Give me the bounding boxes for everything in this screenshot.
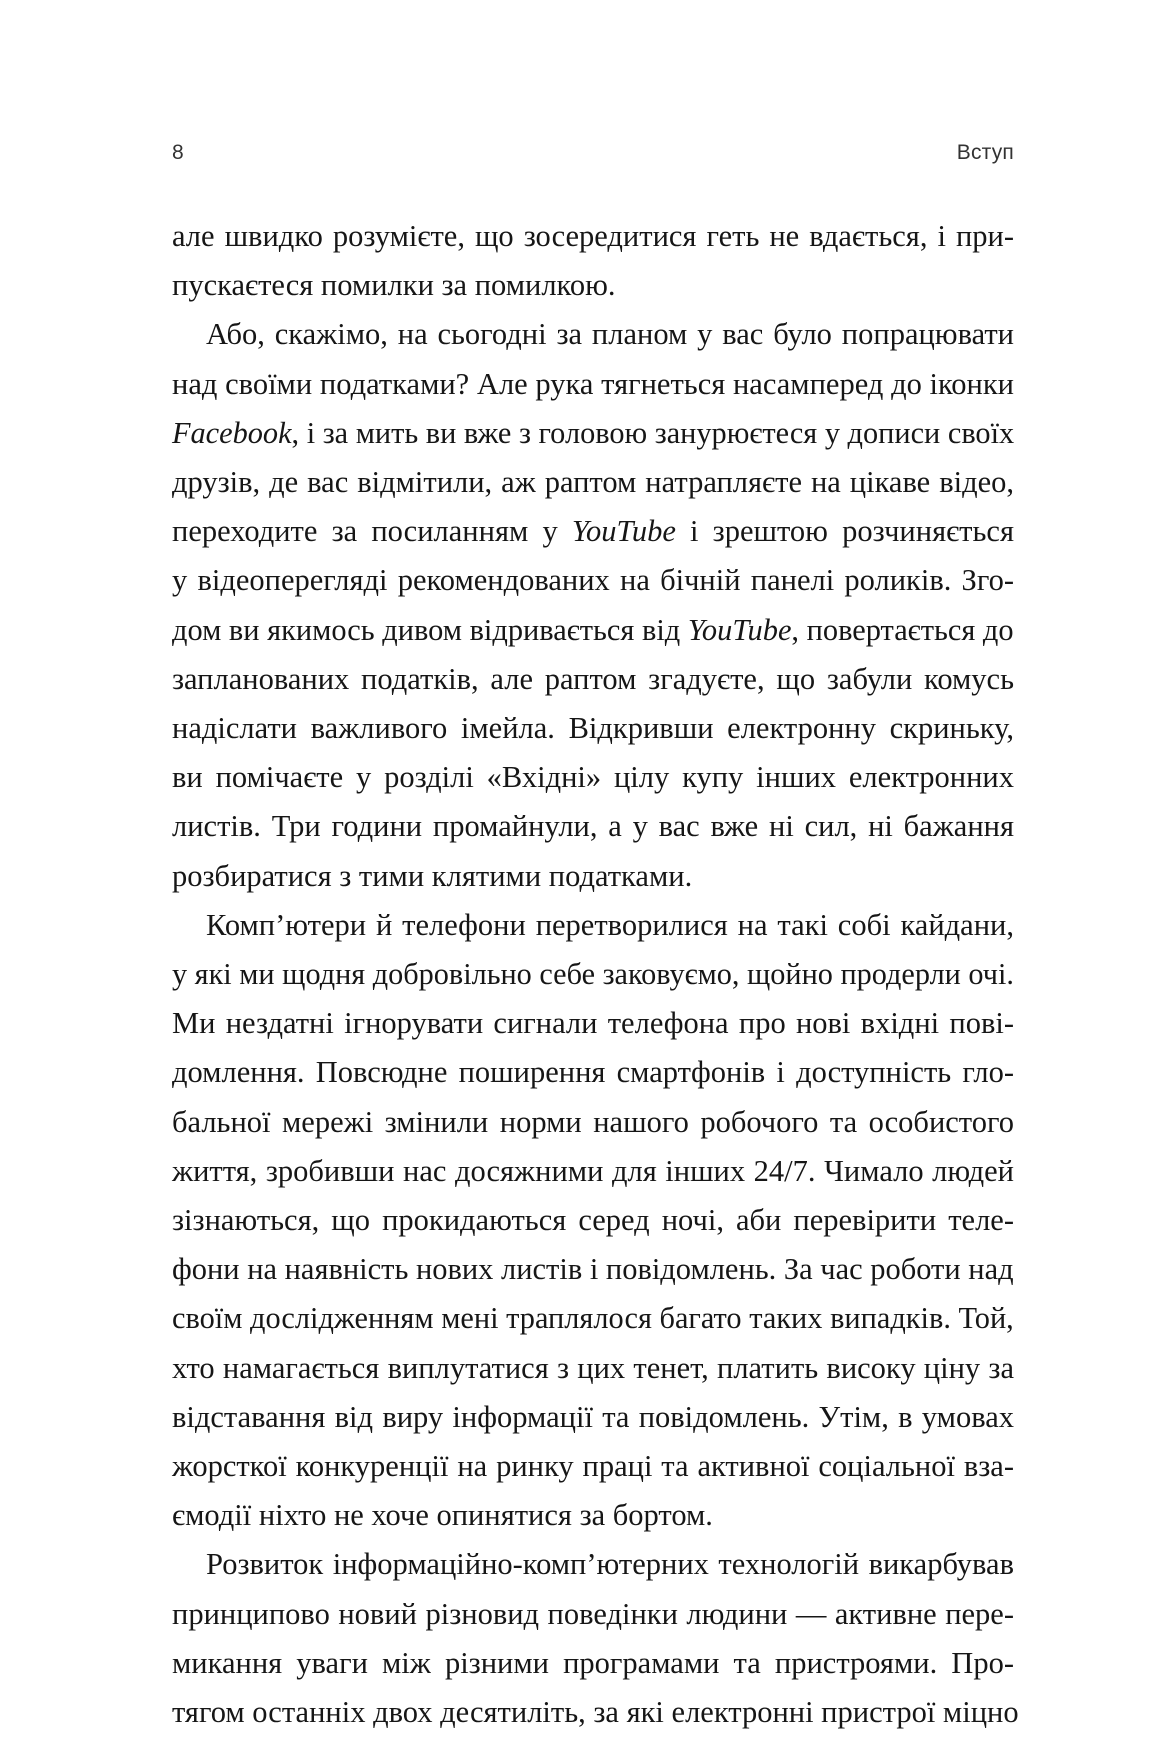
text-line: своїм дослідженням мені траплялося багато таких випадків. Той,	[172, 1301, 1014, 1336]
text-line: принципово новий різновид поведінки людини — активне пере-	[172, 1596, 1014, 1631]
text-line	[172, 901, 1014, 950]
text-line-content: дом ви якимось дивом відривається від	[172, 612, 688, 647]
italic-term-youtube: YouTube	[687, 612, 792, 647]
text-line: тягом останніх двох десятиліть, за які електронні пристрої міцно	[172, 1695, 1019, 1730]
running-header	[172, 140, 1014, 170]
text-line: микання уваги між різними програмами та пристроями. Про-	[172, 1645, 1014, 1680]
italic-term-youtube: YouTube	[571, 514, 676, 549]
text-line: зізнаються, що прокидаються серед ночі, аби перевірити теле-	[172, 1203, 1014, 1238]
italic-term-facebook: Facebook	[172, 415, 292, 450]
text-line: Ми нездатні ігнорувати сигнали телефона про нові вхідні пові-	[172, 1006, 1014, 1041]
text-line: листів. Три години промайнули, а у вас вже ні сил, ні бажання	[172, 809, 1014, 844]
text-line-youtube-1	[172, 507, 1014, 556]
text-line: життя, зробивши нас досяжними для інших 24/7. Чимало людей	[172, 1153, 1014, 1188]
text-line: відставання від виру інформації та повідомлень. Утім, в умовах	[172, 1399, 1014, 1434]
paragraph-2	[172, 310, 1014, 900]
text-line: надіслати важливого імейла. Відкривши електронну скриньку,	[172, 711, 1014, 746]
text-line: пускаєтеся помилки за помилкою.	[172, 268, 616, 303]
text-line-content: , повертається до	[791, 612, 1014, 647]
text-line: ємодії ніхто не хоче опинятися за бортом.	[172, 1498, 713, 1533]
paragraph-3	[172, 901, 1014, 1541]
text-line: домлення. Повсюдне поширення смартфонів і доступність гло-	[172, 1055, 1014, 1090]
text-line: ви помічаєте у розділі «Вхідні» цілу купу інших електронних	[172, 760, 1014, 795]
paragraph-4	[172, 1540, 1019, 1737]
text-line: бальної мережі змінили норми нашого робочого та особистого	[172, 1104, 1014, 1139]
text-line-content: і зрештою розчиняється	[675, 514, 1014, 549]
running-title: Вступ	[956, 141, 1014, 164]
paragraph-1	[172, 212, 1014, 310]
text-line: фони на наявність нових листів і повідомлень. За час роботи над	[172, 1252, 1014, 1287]
text-line	[172, 310, 1014, 359]
text-line-content: переходите за посиланням у	[172, 514, 572, 549]
page-number: 8	[172, 141, 184, 164]
text-line-content: Розвиток інформаційно-комп’ютерних технологій викарбував	[206, 1547, 1014, 1582]
text-line-content: Або, скажімо, на сьогодні за планом у вас було попрацювати	[206, 317, 1014, 352]
text-line-facebook	[172, 409, 1014, 458]
text-line-youtube-2	[172, 606, 1014, 655]
text-line: жорсткої конкуренції на ринку праці та активної соціальної вза-	[172, 1449, 1014, 1484]
text-line: хто намагається виплутатися з цих тенет, платить високу ціну за	[172, 1350, 1014, 1385]
text-line: але швидко розумієте, що зосередитися геть не вдається, і при-	[172, 219, 1014, 253]
text-line-content: , і за мить ви вже з головою занурюєтеся у дописи своїх	[291, 415, 1015, 450]
text-line: у які ми щодня добровільно себе заковуємо, щойно продерли очі.	[172, 957, 1014, 992]
text-line: запланованих податків, але раптом згадуєте, що забули комусь	[172, 661, 1014, 696]
body-text-block	[172, 212, 1019, 1737]
text-line: над своїми податками? Але рука тягнеться насамперед до іконки	[172, 366, 1014, 401]
text-line: друзів, де вас відмітили, аж раптом натрапляєте на цікаве відео,	[172, 465, 1014, 500]
text-line: у відеопереглядi рекомендованих на бічній панелі роликів. Зго-	[172, 563, 1014, 598]
text-line	[172, 1540, 1014, 1589]
text-line: розбиратися з тими клятими податками.	[172, 858, 693, 893]
text-line-content: Комп’ютери й телефони перетворилися на такі собі кайдани,	[206, 907, 1014, 942]
